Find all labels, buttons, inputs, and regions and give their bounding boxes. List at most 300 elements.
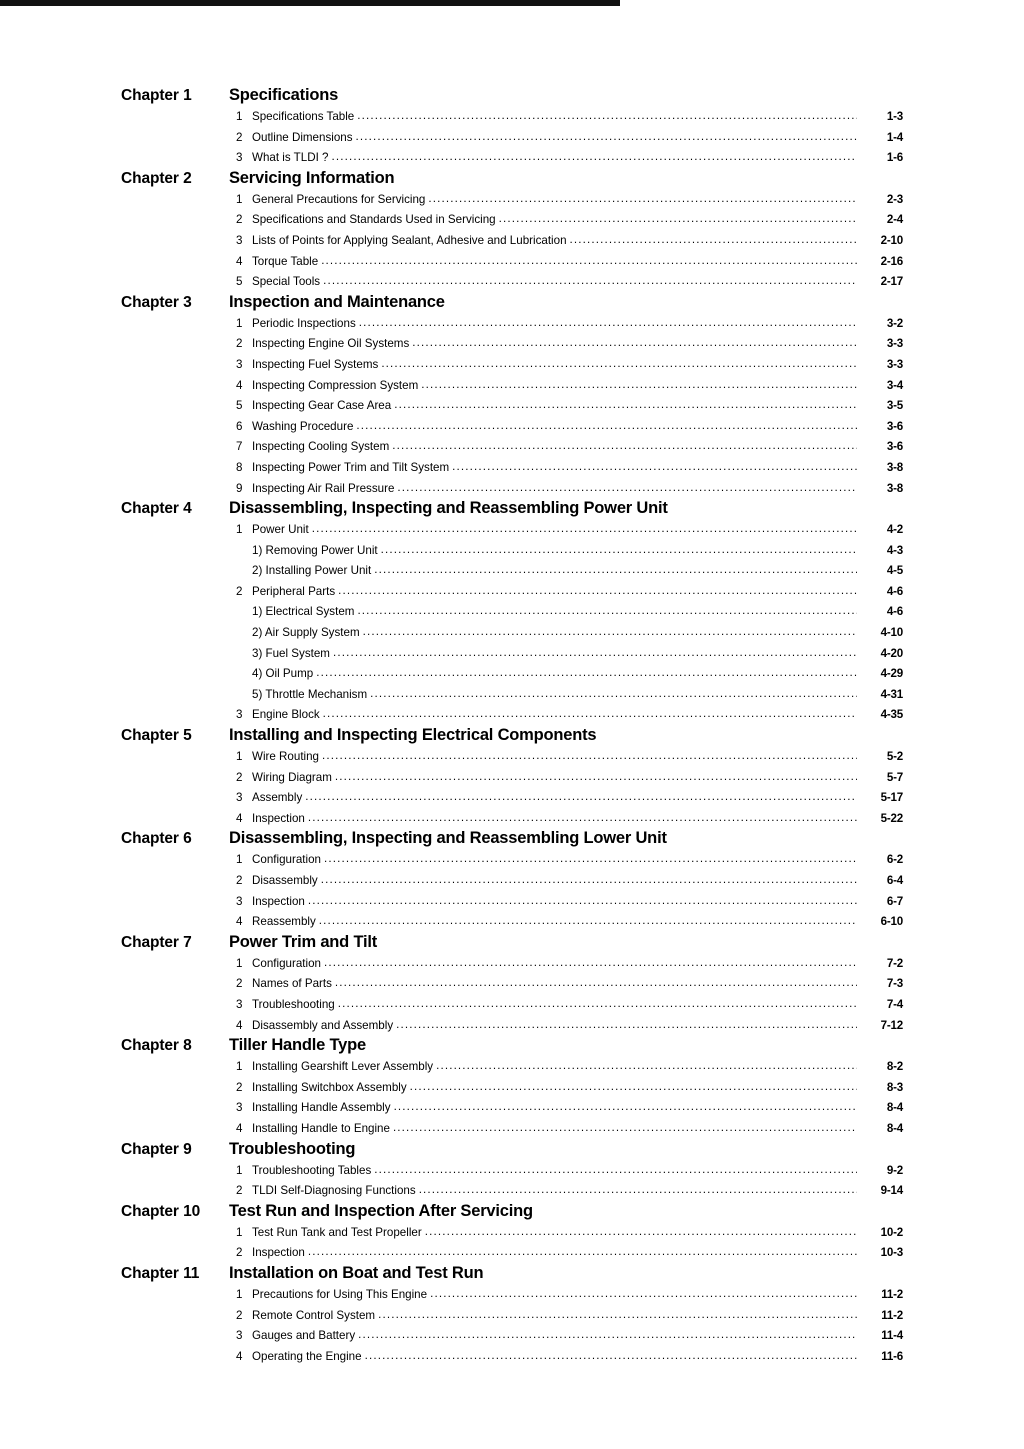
entry-title: Disassembly and Assembly bbox=[252, 1018, 394, 1032]
dot-leader bbox=[378, 1308, 857, 1319]
chapter-block bbox=[0, 1036, 1024, 1139]
toc-entry[interactable] bbox=[0, 1057, 1024, 1078]
entry-page-number: 6-10 bbox=[880, 915, 903, 929]
toc-entry[interactable] bbox=[0, 190, 1024, 211]
chapter-block bbox=[0, 726, 1024, 829]
toc-entry[interactable] bbox=[0, 1181, 1024, 1202]
entry-number: 1 bbox=[236, 750, 243, 764]
toc-subentry[interactable] bbox=[0, 541, 1024, 562]
entry-page-number: 11-2 bbox=[881, 1287, 903, 1301]
entry-page-number: 4-20 bbox=[880, 646, 903, 660]
chapter-label: Chapter 11 bbox=[121, 1264, 200, 1282]
chapter-block bbox=[0, 1202, 1024, 1264]
dot-leader bbox=[394, 398, 857, 409]
entry-title: Peripheral Parts bbox=[252, 584, 336, 598]
dot-leader bbox=[308, 811, 857, 822]
entry-title: Specifications and Standards Used in Servicing bbox=[252, 213, 496, 227]
entry-number: 9 bbox=[236, 481, 243, 495]
entry-title: Specifications Table bbox=[252, 110, 355, 123]
entry-title: Inspection bbox=[252, 1246, 305, 1260]
entry-page-number: 3-4 bbox=[886, 378, 903, 392]
entry-title: Installing Handle to Engine bbox=[252, 1121, 390, 1135]
entry-number: 3 bbox=[236, 791, 243, 805]
entry-title: Precautions for Using This Engine bbox=[252, 1287, 428, 1301]
dot-leader bbox=[428, 192, 857, 203]
entry-title: TLDI Self-Diagnosing Functions bbox=[252, 1184, 416, 1198]
entry-page-number: 8-2 bbox=[886, 1060, 903, 1074]
chapter-entry-list bbox=[0, 1285, 1024, 1367]
dot-leader bbox=[331, 150, 857, 161]
dot-leader bbox=[374, 1163, 857, 1174]
entry-page-number: 4-6 bbox=[886, 605, 903, 619]
toc-entry[interactable] bbox=[0, 1347, 1024, 1368]
entry-title: Gauges and Battery bbox=[252, 1329, 356, 1343]
toc-entry[interactable] bbox=[0, 809, 1024, 830]
entry-page-number: 5-2 bbox=[886, 750, 903, 764]
chapter-label: Chapter 4 bbox=[121, 500, 192, 518]
chapter-block bbox=[0, 1264, 1024, 1367]
entry-title: Lists of Points for Applying Sealant, Adhesive and Lubrication bbox=[252, 233, 567, 247]
toc-entry[interactable] bbox=[0, 376, 1024, 397]
chapter-block bbox=[0, 169, 1024, 293]
toc-entry[interactable] bbox=[0, 582, 1024, 603]
entry-number: 1 bbox=[236, 316, 243, 330]
scan-edge-bar bbox=[0, 0, 620, 6]
dot-leader bbox=[319, 914, 857, 925]
dot-leader bbox=[333, 646, 857, 657]
chapter-heading[interactable] bbox=[0, 293, 1024, 312]
chapter-title: Installing and Inspecting Electrical Components bbox=[229, 726, 597, 745]
chapter-heading[interactable] bbox=[0, 86, 1024, 105]
entry-title: 3) Fuel System bbox=[252, 646, 330, 660]
dot-leader bbox=[358, 1328, 857, 1339]
entry-title: 5) Throttle Mechanism bbox=[252, 687, 368, 701]
chapter-title: Test Run and Inspection After Servicing bbox=[229, 1201, 533, 1220]
dot-leader bbox=[381, 543, 857, 554]
toc-entry[interactable] bbox=[0, 1161, 1024, 1182]
toc-subentry[interactable] bbox=[0, 644, 1024, 665]
entry-title: Inspecting Cooling System bbox=[252, 440, 390, 454]
entry-page-number: 3-5 bbox=[886, 399, 903, 413]
entry-title: 2) Air Supply System bbox=[252, 626, 360, 640]
entry-page-number: 7-3 bbox=[886, 977, 903, 991]
dot-leader bbox=[499, 212, 857, 223]
chapter-label: Chapter 7 bbox=[121, 933, 192, 951]
entry-number: 1 bbox=[236, 1287, 243, 1301]
toc-entry[interactable] bbox=[0, 1098, 1024, 1119]
entry-page-number: 3-2 bbox=[886, 316, 903, 330]
entry-title: Wire Routing bbox=[252, 750, 320, 764]
entry-title: Engine Block bbox=[252, 708, 320, 722]
chapter-label: Chapter 9 bbox=[121, 1140, 192, 1158]
dot-leader bbox=[335, 976, 857, 987]
entry-page-number: 2-3 bbox=[886, 192, 903, 206]
chapter-heading[interactable] bbox=[0, 1264, 1024, 1283]
dot-leader bbox=[359, 316, 857, 327]
entry-page-number: 4-5 bbox=[886, 564, 903, 578]
entry-number: 3 bbox=[236, 894, 243, 908]
entry-page-number: 3-8 bbox=[886, 460, 903, 474]
chapter-block bbox=[0, 499, 1024, 726]
toc-entry[interactable] bbox=[0, 1223, 1024, 1244]
toc-entry[interactable] bbox=[0, 912, 1024, 933]
entry-page-number: 8-4 bbox=[886, 1101, 903, 1115]
toc-entry[interactable] bbox=[0, 850, 1024, 871]
entry-number: 4 bbox=[236, 811, 243, 825]
entry-page-number: 8-3 bbox=[886, 1080, 903, 1094]
entry-title: Names of Parts bbox=[252, 977, 332, 991]
entry-page-number: 4-31 bbox=[880, 687, 903, 701]
entry-title: Inspecting Compression System bbox=[252, 378, 419, 392]
chapter-block bbox=[0, 86, 1024, 169]
entry-title: Assembly bbox=[252, 791, 303, 805]
chapter-label: Chapter 8 bbox=[121, 1037, 192, 1055]
toc-entry[interactable] bbox=[0, 314, 1024, 335]
entry-number: 3 bbox=[236, 151, 243, 165]
toc-subentry[interactable] bbox=[0, 685, 1024, 706]
entry-number: 4 bbox=[236, 1349, 243, 1363]
dot-leader bbox=[323, 274, 857, 285]
entry-title: Inspecting Gear Case Area bbox=[252, 399, 392, 413]
toc-entry[interactable] bbox=[0, 974, 1024, 995]
entry-number: 3 bbox=[236, 708, 243, 722]
dot-leader bbox=[421, 378, 857, 389]
chapter-heading[interactable] bbox=[0, 1036, 1024, 1055]
chapter-label: Chapter 5 bbox=[121, 727, 192, 745]
entry-page-number: 6-2 bbox=[886, 853, 903, 867]
dot-leader bbox=[452, 460, 857, 471]
dot-leader bbox=[397, 481, 857, 492]
entry-title: Inspecting Air Rail Pressure bbox=[252, 481, 395, 495]
entry-number: 1 bbox=[236, 956, 243, 970]
entry-page-number: 4-35 bbox=[880, 708, 903, 722]
chapter-entry-list bbox=[0, 850, 1024, 932]
entry-number: 1 bbox=[236, 523, 243, 537]
entry-page-number: 7-2 bbox=[886, 956, 903, 970]
entry-page-number: 4-10 bbox=[880, 626, 903, 640]
dot-leader bbox=[322, 749, 857, 760]
toc-entry[interactable] bbox=[0, 1326, 1024, 1347]
toc-entry[interactable] bbox=[0, 1016, 1024, 1037]
entry-page-number: 7-12 bbox=[880, 1018, 903, 1032]
entry-page-number: 1-6 bbox=[886, 151, 903, 165]
entry-number: 2 bbox=[236, 874, 243, 887]
chapter-title: Disassembling, Inspecting and Reassembling Power Unit bbox=[229, 499, 668, 518]
entry-title: Installing Gearshift Lever Assembly bbox=[252, 1060, 434, 1074]
entry-page-number: 6-7 bbox=[886, 894, 903, 908]
entry-title: Reassembly bbox=[252, 915, 316, 929]
toc-entry[interactable] bbox=[0, 334, 1024, 355]
toc-subentry[interactable] bbox=[0, 602, 1024, 623]
entry-page-number: 3-3 bbox=[886, 337, 903, 351]
chapter-label: Chapter 10 bbox=[121, 1202, 201, 1220]
chapter-label: Chapter 1 bbox=[121, 87, 192, 104]
entry-page-number: 11-4 bbox=[881, 1329, 903, 1343]
chapter-heading[interactable] bbox=[0, 169, 1024, 188]
entry-page-number: 6-4 bbox=[886, 874, 903, 887]
entry-title: Configuration bbox=[252, 956, 321, 970]
chapter-block bbox=[0, 829, 1024, 932]
chapter-title: Tiller Handle Type bbox=[229, 1036, 366, 1055]
entry-number: 5 bbox=[236, 399, 243, 413]
entry-page-number: 11-2 bbox=[881, 1308, 903, 1322]
entry-title: Inspecting Fuel Systems bbox=[252, 357, 379, 371]
chapter-heading[interactable] bbox=[0, 1140, 1024, 1159]
entry-title: Power Unit bbox=[252, 523, 309, 537]
entry-title: Outline Dimensions bbox=[252, 130, 353, 144]
chapter-title: Troubleshooting bbox=[229, 1139, 356, 1158]
entry-number: 3 bbox=[236, 233, 243, 247]
chapter-heading[interactable] bbox=[0, 933, 1024, 952]
toc-entry[interactable] bbox=[0, 788, 1024, 809]
entry-number: 6 bbox=[236, 419, 243, 433]
dot-leader bbox=[324, 956, 857, 967]
entry-title: 2) Installing Power Unit bbox=[252, 564, 372, 578]
toc-entry[interactable] bbox=[0, 1285, 1024, 1306]
entry-title: Periodic Inspections bbox=[252, 316, 356, 330]
toc-entry[interactable] bbox=[0, 747, 1024, 768]
entry-number: 2 bbox=[236, 1184, 243, 1198]
toc-entry[interactable] bbox=[0, 210, 1024, 231]
entry-title: Inspection bbox=[252, 811, 305, 825]
entry-number: 2 bbox=[236, 584, 243, 598]
dot-leader bbox=[419, 1183, 857, 1194]
dot-leader bbox=[436, 1059, 857, 1070]
entry-page-number: 4-3 bbox=[886, 543, 903, 557]
chapter-block bbox=[0, 293, 1024, 499]
entry-title: What is TLDI ? bbox=[252, 151, 329, 165]
toc-entry[interactable] bbox=[0, 892, 1024, 913]
entry-number: 3 bbox=[236, 1329, 243, 1343]
entry-number: 5 bbox=[236, 275, 243, 289]
entry-page-number: 5-22 bbox=[880, 811, 903, 825]
chapter-label: Chapter 2 bbox=[121, 169, 192, 187]
entry-number: 2 bbox=[236, 1080, 243, 1094]
dot-leader bbox=[308, 894, 857, 905]
entry-title: Inspection bbox=[252, 894, 305, 908]
entry-title: Troubleshooting bbox=[252, 997, 335, 1011]
entry-page-number: 9-2 bbox=[886, 1163, 903, 1177]
dot-leader bbox=[356, 419, 857, 430]
chapter-title: Specifications bbox=[229, 86, 339, 104]
entry-title: Operating the Engine bbox=[252, 1349, 362, 1363]
entry-number: 3 bbox=[236, 997, 243, 1011]
toc-entry[interactable] bbox=[0, 128, 1024, 149]
dot-leader bbox=[308, 1245, 857, 1256]
entry-number: 8 bbox=[236, 460, 243, 474]
dot-leader bbox=[430, 1287, 857, 1298]
entry-number: 3 bbox=[236, 1101, 243, 1115]
chapter-entry-list bbox=[0, 1057, 1024, 1139]
dot-leader bbox=[357, 109, 857, 120]
chapter-label: Chapter 6 bbox=[121, 830, 192, 848]
chapter-entry-list bbox=[0, 190, 1024, 293]
entry-title: 1) Electrical System bbox=[252, 605, 355, 619]
toc-entry[interactable] bbox=[0, 705, 1024, 726]
dot-leader bbox=[396, 1018, 857, 1029]
toc-entry[interactable] bbox=[0, 520, 1024, 541]
dot-leader bbox=[410, 1080, 857, 1091]
entry-number: 3 bbox=[236, 357, 243, 371]
entry-page-number: 5-17 bbox=[880, 791, 903, 805]
dot-leader bbox=[338, 584, 857, 595]
toc-entry[interactable] bbox=[0, 871, 1024, 892]
toc-entry[interactable] bbox=[0, 1078, 1024, 1099]
entry-number: 2 bbox=[236, 213, 243, 227]
entry-page-number: 1-4 bbox=[886, 130, 903, 144]
toc-entry[interactable] bbox=[0, 272, 1024, 293]
entry-page-number: 2-16 bbox=[880, 254, 903, 268]
chapter-block bbox=[0, 1140, 1024, 1202]
entry-number: 1 bbox=[236, 1225, 243, 1239]
chapter-heading[interactable] bbox=[0, 726, 1024, 745]
entry-number: 2 bbox=[236, 770, 243, 784]
entry-number: 4 bbox=[236, 1121, 243, 1135]
toc-entry[interactable] bbox=[0, 479, 1024, 500]
chapter-heading[interactable] bbox=[0, 499, 1024, 518]
chapter-heading[interactable] bbox=[0, 1202, 1024, 1221]
entry-number: 1 bbox=[236, 1163, 243, 1177]
dot-leader bbox=[425, 1225, 857, 1236]
dot-leader bbox=[392, 439, 857, 450]
entry-number: 1 bbox=[236, 192, 243, 206]
chapter-label: Chapter 3 bbox=[121, 293, 192, 311]
toc-entry[interactable] bbox=[0, 355, 1024, 376]
dot-leader bbox=[570, 233, 857, 244]
entry-page-number: 4-6 bbox=[886, 584, 903, 598]
toc-entry[interactable] bbox=[0, 1119, 1024, 1140]
entry-page-number: 9-14 bbox=[880, 1184, 903, 1198]
entry-page-number: 2-17 bbox=[880, 275, 903, 289]
chapter-title: Inspection and Maintenance bbox=[229, 292, 445, 311]
entry-number: 2 bbox=[236, 1308, 243, 1322]
entry-title: Test Run Tank and Test Propeller bbox=[252, 1225, 422, 1239]
chapter-entry-list bbox=[0, 1223, 1024, 1264]
entry-number: 2 bbox=[236, 130, 243, 144]
toc-subentry[interactable] bbox=[0, 623, 1024, 644]
entry-page-number: 2-4 bbox=[886, 213, 903, 227]
toc-subentry[interactable] bbox=[0, 664, 1024, 685]
entry-number: 2 bbox=[236, 337, 243, 351]
chapter-title: Disassembling, Inspecting and Reassembling Lower Unit bbox=[229, 829, 667, 848]
entry-title: Torque Table bbox=[252, 254, 319, 268]
chapter-title: Servicing Information bbox=[229, 168, 395, 187]
chapter-entry-list bbox=[0, 520, 1024, 726]
entry-page-number: 11-6 bbox=[881, 1349, 903, 1363]
toc-entry[interactable] bbox=[0, 231, 1024, 252]
entry-page-number: 5-7 bbox=[886, 770, 903, 784]
toc-entry[interactable] bbox=[0, 396, 1024, 417]
entry-number: 1 bbox=[236, 853, 243, 867]
entry-title: Inspecting Engine Oil Systems bbox=[252, 337, 410, 351]
dot-leader bbox=[321, 254, 857, 265]
dot-leader bbox=[357, 604, 857, 615]
chapter-entry-list bbox=[0, 107, 1024, 169]
chapter-heading[interactable] bbox=[0, 829, 1024, 848]
entry-number: 4 bbox=[236, 254, 243, 268]
entry-number: 1 bbox=[236, 1060, 243, 1074]
entry-page-number: 7-4 bbox=[886, 997, 903, 1011]
dot-leader bbox=[316, 666, 857, 677]
dot-leader bbox=[412, 336, 857, 347]
entry-number: 4 bbox=[236, 1018, 243, 1032]
toc-entry[interactable] bbox=[0, 458, 1024, 479]
entry-title: Remote Control System bbox=[252, 1308, 376, 1322]
entry-page-number: 10-2 bbox=[880, 1225, 903, 1239]
dot-leader bbox=[370, 687, 857, 698]
entry-title: 1) Removing Power Unit bbox=[252, 543, 378, 557]
chapter-block bbox=[0, 933, 1024, 1036]
dot-leader bbox=[321, 873, 857, 884]
entry-page-number: 2-10 bbox=[880, 233, 903, 247]
entry-title: 4) Oil Pump bbox=[252, 667, 314, 681]
chapter-entry-list bbox=[0, 747, 1024, 829]
entry-page-number: 3-6 bbox=[886, 419, 903, 433]
toc-entry[interactable] bbox=[0, 437, 1024, 458]
entry-number: 7 bbox=[236, 440, 243, 454]
table-of-contents bbox=[0, 86, 1024, 1367]
entry-number: 1 bbox=[236, 110, 243, 123]
dot-leader bbox=[323, 707, 857, 718]
chapter-entry-list bbox=[0, 314, 1024, 499]
chapter-title: Power Trim and Tilt bbox=[229, 932, 378, 951]
toc-entry[interactable] bbox=[0, 768, 1024, 789]
dot-leader bbox=[363, 625, 857, 636]
toc-entry[interactable] bbox=[0, 107, 1024, 128]
entry-title: Disassembly bbox=[252, 874, 318, 887]
toc-entry[interactable] bbox=[0, 1306, 1024, 1327]
dot-leader bbox=[381, 357, 857, 368]
toc-subentry[interactable] bbox=[0, 561, 1024, 582]
entry-page-number: 4-29 bbox=[880, 667, 903, 681]
entry-page-number: 3-8 bbox=[886, 481, 903, 495]
entry-title: Configuration bbox=[252, 853, 321, 867]
entry-title: Special Tools bbox=[252, 275, 321, 289]
toc-entry[interactable] bbox=[0, 995, 1024, 1016]
entry-page-number: 1-3 bbox=[886, 110, 903, 123]
entry-number: 4 bbox=[236, 915, 243, 929]
dot-leader bbox=[305, 790, 857, 801]
dot-leader bbox=[335, 770, 857, 781]
toc-entry[interactable] bbox=[0, 954, 1024, 975]
chapter-entry-list bbox=[0, 1161, 1024, 1202]
entry-page-number: 4-2 bbox=[886, 523, 903, 537]
dot-leader bbox=[356, 130, 857, 141]
entry-number: 4 bbox=[236, 378, 243, 392]
entry-title: General Precautions for Servicing bbox=[252, 192, 426, 206]
toc-entry[interactable] bbox=[0, 148, 1024, 169]
toc-entry[interactable] bbox=[0, 417, 1024, 438]
dot-leader bbox=[338, 997, 857, 1008]
entry-page-number: 8-4 bbox=[886, 1121, 903, 1135]
entry-title: Wiring Diagram bbox=[252, 770, 332, 784]
entry-number: 2 bbox=[236, 977, 243, 991]
entry-title: Installing Switchbox Assembly bbox=[252, 1080, 407, 1094]
dot-leader bbox=[393, 1121, 857, 1132]
dot-leader bbox=[324, 852, 857, 863]
toc-entry[interactable] bbox=[0, 1243, 1024, 1264]
entry-number: 2 bbox=[236, 1246, 243, 1260]
entry-page-number: 10-3 bbox=[880, 1246, 903, 1260]
entry-title: Inspecting Power Trim and Tilt System bbox=[252, 460, 450, 474]
chapter-entry-list bbox=[0, 954, 1024, 1036]
toc-entry[interactable] bbox=[0, 252, 1024, 273]
dot-leader bbox=[312, 522, 857, 533]
entry-title: Washing Procedure bbox=[252, 419, 354, 433]
entry-title: Troubleshooting Tables bbox=[252, 1163, 372, 1177]
dot-leader bbox=[365, 1349, 857, 1360]
entry-page-number: 3-6 bbox=[886, 440, 903, 454]
